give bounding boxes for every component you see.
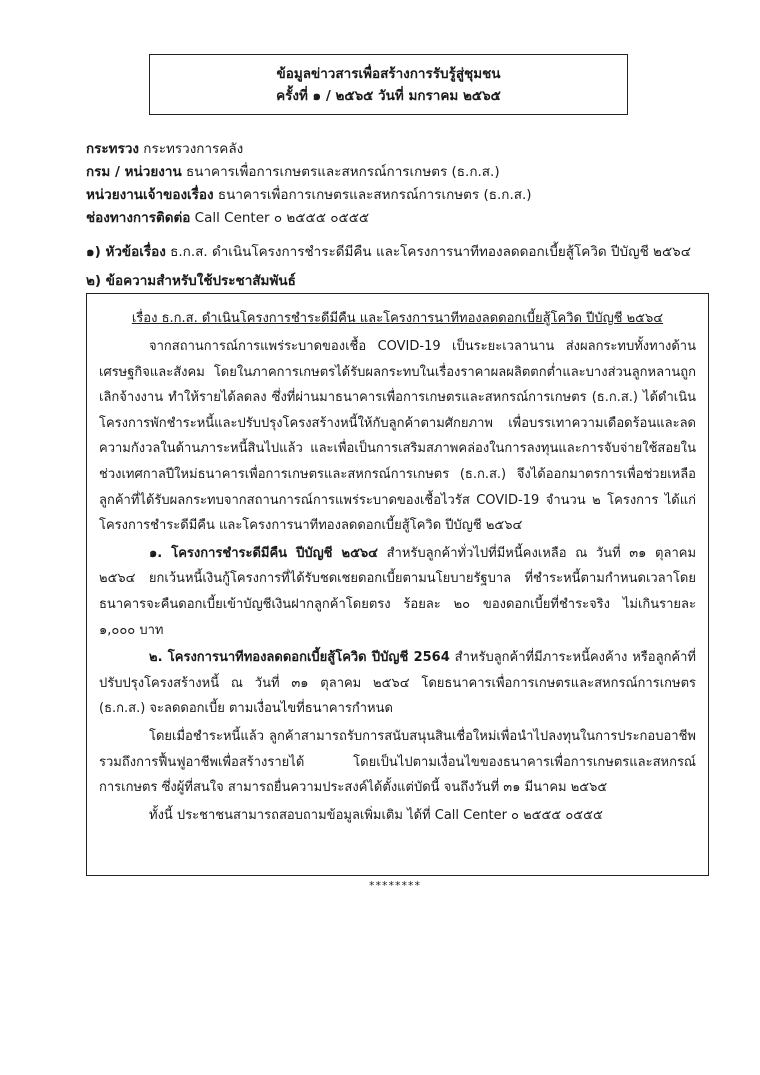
document-header-box bbox=[149, 54, 628, 115]
contact-paragraph: ทั้งนี้ ประชาชนสามารถสอบถามข้อมูลเพิ่มเติม ได้ที่ Call Center ๐ ๒๕๕๕ ๐๕๕๕ bbox=[149, 807, 603, 823]
contact-row bbox=[86, 207, 726, 230]
issue-line: ครั้งที่ ๑ / ๒๕๖๕ วันที่ มกราคม ๒๕๖๕ bbox=[276, 88, 501, 104]
owner-label: หน่วยงานเจ้าของเรื่อง bbox=[86, 187, 214, 203]
ministry-row bbox=[86, 138, 726, 161]
project-2-paragraph bbox=[99, 645, 696, 722]
project-2-title: ๒. โครงการนาทีทองลดดอกเบี้ยสู้โควิด ปีบัญชี 2564 bbox=[149, 650, 450, 666]
pr-message-heading: ๒) ข้อความสำหรับใช้ประชาสัมพันธ์ bbox=[86, 273, 296, 289]
project-1-text: สำหรับลูกค้าทั่วไปที่มีหนี้คงเหลือ ณ วันที่ ๓๑ ตุลาคม ๒๕๖๔ ยกเว้นหนี้เงินกู้โครงการที่ได้รับชดเชยดอกเบี้ยตามนโยบายรัฐบาล ที่ชำระหนี้ตามกำหนดเวลาโดยธนาคารจะคืนดอกเบี้ยเข้าบัญชีเงินฝากลูกค้าโดยตรง ร้อยละ ๒๐ ของดอกเบี้ยที่ชำระจริง ไม่เกินรายละ ๑,๐๐๐ บาท bbox=[99, 545, 697, 638]
topic-item bbox=[86, 241, 726, 263]
owner-value: ธนาคารเพื่อการเกษตรและสหกรณ์การเกษตร (ธ.ก.ส.) bbox=[217, 187, 532, 203]
project-1-title: ๑. โครงการชำระดีมีคืน ปีบัญชี ๒๕๖๔ bbox=[149, 545, 378, 561]
department-label: กรม / หน่วยงาน bbox=[86, 164, 182, 180]
pr-message-title: เรื่อง ธ.ก.ส. ดำเนินโครงการชำระดีมีคืน และโครงการนาทีทองลดดอกเบี้ยสู้โควิด ปีบัญชี ๒๕๖๔ bbox=[131, 311, 664, 326]
owner-row bbox=[86, 184, 726, 207]
ministry-value: กระทรวงการคลัง bbox=[143, 141, 244, 157]
department-value: ธนาคารเพื่อการเกษตรและสหกรณ์การเกษตร (ธ.ก.ส.) bbox=[185, 164, 500, 180]
contact-value: Call Center ๐ ๒๕๕๕ ๐๕๕๕ bbox=[194, 210, 370, 226]
topic-value: ธ.ก.ส. ดำเนินโครงการชำระดีมีคืน และโครงการนาทีทองลดดอกเบี้ยสู้โควิด ปีบัญชี ๒๕๖๔ bbox=[170, 244, 691, 260]
project-2-text: สำหรับลูกค้าที่มีภาระหนี้คงค้าง หรือลูกค้าที่ปรับปรุงโครงสร้างหนี้ ณ วันที่ ๓๑ ตุลาคม ๒๕๖๔ โดยธนาคารเพื่อการเกษตรและสหกรณ์การเกษตร (ธ.ก.ส.) จะลดดอกเบี้ย ตามเงื่อนไขที่ธนาคารกำหนด bbox=[99, 650, 697, 717]
document-meta bbox=[86, 138, 726, 230]
repayment-paragraph: โดยเมื่อชำระหนี้แล้ว ลูกค้าสามารถรับการสนับสนุนสินเชื่อใหม่เพื่อนำไปลงทุนในการประกอบอาชีพรวมถึงการฟื้นฟูอาชีพเพื่อสร้างรายได้ โดยเป็นไปตามเงื่อนไขของธนาคารเพื่อการเกษตรและสหกรณ์การเกษตร ซึ่งผู้ที่สนใจ สามารถยื่นความประสงค์ได้ตั้งแต่บัดนี้ จนถึงวันที่ ๓๑ มีนาคม ๒๕๖๕ bbox=[99, 728, 696, 796]
department-row bbox=[86, 161, 726, 184]
document-title: ข้อมูลข่าวสารเพื่อสร้างการรับรู้สู่ชุมชน bbox=[276, 66, 501, 82]
contact-label: ช่องทางการติดต่อ bbox=[86, 210, 191, 226]
project-1-paragraph bbox=[99, 541, 696, 643]
intro-paragraph: จากสถานการณ์การแพร่ระบาดของเชื้อ COVID-19 เป็นระยะเวลานาน ส่งผลกระทบทั้งทางด้านเศรษฐกิจและสังคม โดยในภาคการเกษตรได้รับผลกระทบในเรื่องราคาผลผลิตตกต่ำและบางส่วนลูกหลานถูกเลิกจ้างงาน ทำให้รายได้ลดลง ซึ่งที่ผ่านมาธนาคารเพื่อการเกษตรและสหกรณ์การเกษตร (ธ.ก.ส.) ได้ดำเนินโครงการพักชำระหนี้และปรับปรุงโครงสร้างหนี้ให้กับลูกค้าตามศักยภาพ เพื่อบรรเทาความเดือดร้อนและลดความกังวลในด้านภาระหนี้สินไปแล้ว และเพื่อเป็นการเสริมสภาพคล่องในการลงทุนและการจับจ่ายใช้สอยในช่วงเทศกาลปีใหม่ธนาคารเพื่อการเกษตรและสหกรณ์การเกษตร (ธ.ก.ส.) จึงได้ออกมาตรการเพื่อช่วยเหลือลูกค้าที่ได้รับผลกระทบจากสถานการณ์การแพร่ระบาดของเชื้อไวรัส COVID-19 จำนวน ๒ โครงการ ได้แก่ โครงการชำระดีมีคืน และโครงการนาทีทองลดดอกเบี้ยสู้โควิด ปีบัญชี ๒๕๖๔ bbox=[99, 339, 696, 534]
ministry-label: กระทรวง bbox=[86, 141, 139, 157]
topic-label: ๑) หัวข้อเรื่อง bbox=[86, 244, 166, 260]
end-marker: ******** bbox=[369, 879, 421, 892]
pr-message-box bbox=[86, 293, 709, 876]
